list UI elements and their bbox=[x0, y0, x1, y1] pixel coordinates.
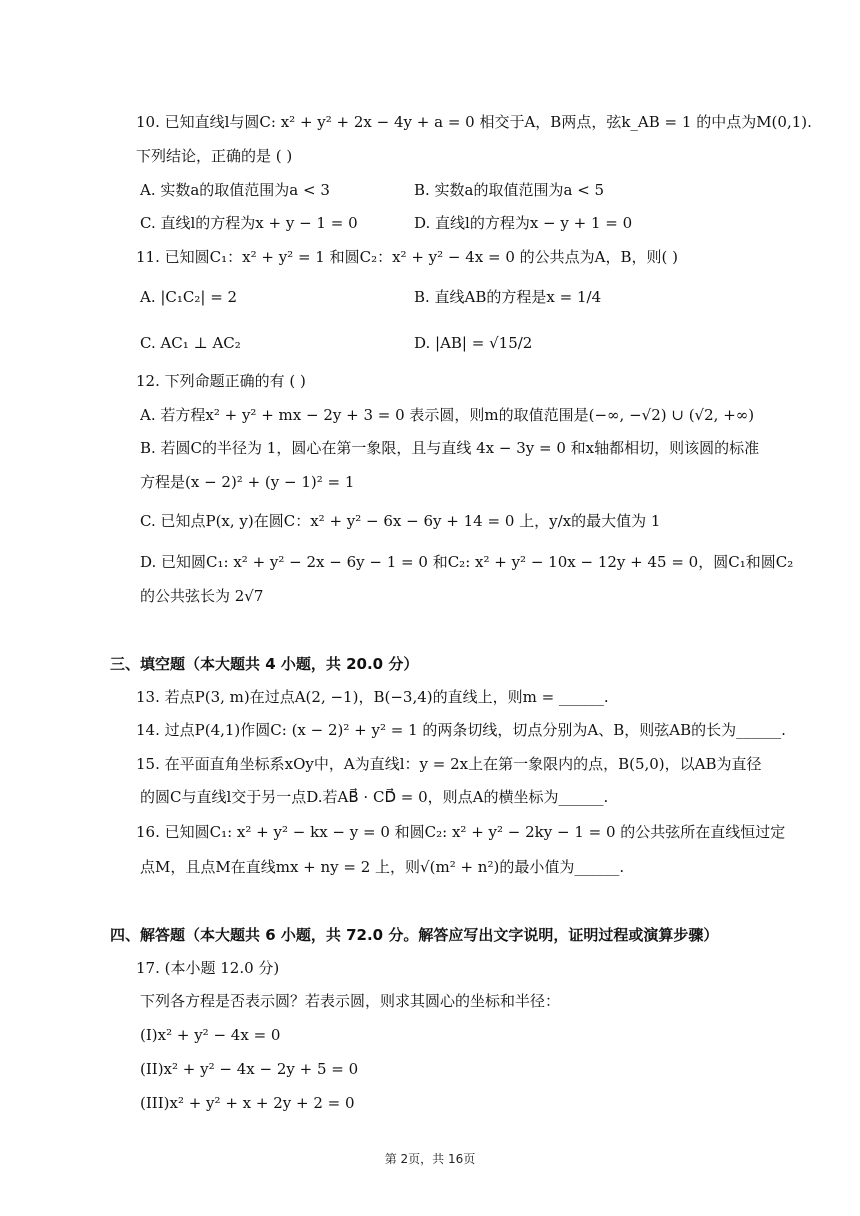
q10-option-a: A. 实数a的取值范围为a < 3 bbox=[140, 181, 330, 199]
page-footer: 第 2页，共 16页 bbox=[384, 1152, 476, 1166]
q10-option-d: D. 直线l的方程为x − y + 1 = 0 bbox=[414, 214, 633, 232]
q10-option-b: B. 实数a的取值范围为a < 5 bbox=[414, 181, 605, 199]
q11-option-c: C. AC₁ ⊥ AC₂ bbox=[140, 334, 241, 352]
q10-option-c: C. 直线l的方程为x + y − 1 = 0 bbox=[140, 214, 358, 232]
q12-option-d-line1: D. 已知圆C₁: x² + y² − 2x − 6y − 1 = 0 和C₂: x² + y² − 10x − 12y + 45 = 0，圆C₁和圆C₂ bbox=[140, 553, 794, 571]
q16-line2: 点M，且点M在直线mx + ny = 2 上，则√(m² + n²)的最小值为______. bbox=[140, 858, 625, 876]
section4-title: 四、解答题（本大题共 6 小题，共 72.0 分。解答应写出文字说明，证明过程或演算步骤） bbox=[110, 926, 719, 944]
section3-title: 三、填空题（本大题共 4 小题，共 20.0 分） bbox=[110, 655, 419, 673]
q16-line1: 16. 已知圆C₁: x² + y² − kx − y = 0 和圆C₂: x² + y² − 2ky − 1 = 0 的公共弦所在直线恒过定 bbox=[136, 823, 786, 841]
q10-line1: 10. 已知直线l与圆C: x² + y² + 2x − 4y + a = 0 相交于A，B两点，弦k_AB = 1 的中点为M(0,1). bbox=[136, 113, 812, 131]
q12-option-d-line2: 的公共弦长为 2√7 bbox=[140, 587, 264, 605]
q12-option-a: A. 若方程x² + y² + mx − 2y + 3 = 0 表示圆，则m的取值范围是(−∞, −√2) ∪ (√2, +∞) bbox=[140, 406, 755, 424]
q12-option-b-line1: B. 若圆C的半径为 1，圆心在第一象限，且与直线 4x − 3y = 0 和x轴都相切，则该圆的标准 bbox=[140, 439, 760, 457]
q15-line1: 15. 在平面直角坐标系xOy中，A为直线l：y = 2x上在第一象限内的点，B(5,0)，以AB为直径 bbox=[136, 755, 762, 773]
q11-option-d: D. |AB| = √15/2 bbox=[414, 334, 533, 352]
q17-text: 下列各方程是否表示圆？若表示圆，则求其圆心的坐标和半径： bbox=[140, 992, 561, 1010]
q11-option-a: A. |C₁C₂| = 2 bbox=[140, 288, 238, 306]
q12-option-b-line2: 方程是(x − 2)² + (y − 1)² = 1 bbox=[140, 473, 355, 491]
q12-option-c: C. 已知点P(x, y)在圆C：x² + y² − 6x − 6y + 14 = 0 上，y/x的最大值为 1 bbox=[140, 512, 661, 530]
q13: 13. 若点P(3, m)在过点A(2, −1)，B(−3,4)的直线上，则m = ______. bbox=[136, 688, 609, 706]
q17-part-iii: (III)x² + y² + x + 2y + 2 = 0 bbox=[140, 1094, 355, 1112]
q17-header: 17. (本小题 12.0 分) bbox=[136, 959, 280, 977]
q14: 14. 过点P(4,1)作圆C: (x − 2)² + y² = 1 的两条切线，切点分别为A、B，则弦AB的长为______. bbox=[136, 721, 786, 739]
q12-line1: 12. 下列命题正确的有 ( ) bbox=[136, 372, 306, 390]
q10-line2: 下列结论，正确的是 ( ) bbox=[136, 147, 293, 165]
q15-line2: 的圆C与直线l交于另一点D.若AB⃗ · CD⃗ = 0，则点A的横坐标为______. bbox=[140, 788, 609, 806]
q11-option-b: B. 直线AB的方程是x = 1/4 bbox=[414, 288, 602, 306]
q17-part-ii: (II)x² + y² − 4x − 2y + 5 = 0 bbox=[140, 1060, 359, 1078]
q17-part-i: (I)x² + y² − 4x = 0 bbox=[140, 1026, 281, 1044]
q11-line1: 11. 已知圆C₁：x² + y² = 1 和圆C₂：x² + y² − 4x = 0 的公共点为A，B，则( ) bbox=[136, 248, 679, 266]
